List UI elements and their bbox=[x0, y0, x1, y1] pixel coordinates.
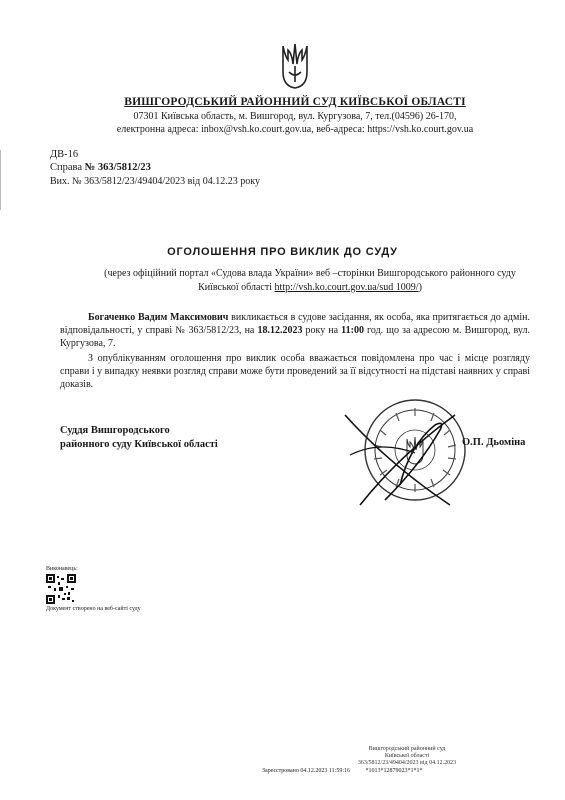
qr-code-icon bbox=[46, 574, 76, 604]
footer-court: Вишгородський районний суд bbox=[368, 746, 446, 752]
publication-note bbox=[90, 267, 530, 295]
judge-position-line2: районного суду Київської області bbox=[60, 439, 218, 450]
footer-region: Київської області bbox=[384, 753, 430, 759]
notice-paragraph: З опублікуванням оголошення про виклик особа вважається повідомлена про час і місце розгляду справи і у випадку неявки розгляд справи може бути проведений за її відсутності на підставі наявних у справі доказів. bbox=[60, 353, 530, 390]
case-label: Справа bbox=[50, 162, 83, 173]
court-contacts: електронна адреса: inbox@vsh.ko.court.gov.ua, веб-адреса: https://vsh.ko.court.gov.ua bbox=[116, 124, 474, 135]
court-address: 07301 Київська область, м. Вишгород, вул. Кургузова, 7, тел.(04596) 26-170, bbox=[133, 111, 457, 122]
case-reference bbox=[50, 162, 151, 173]
court-website-link[interactable]: http://vsh.ko.court.gov.ua/sud 1009/ bbox=[274, 282, 419, 293]
judge-position-line1: Суддя Вишгородського bbox=[60, 425, 170, 436]
summons-text-3: год. що за адресою м. Вишгород, вул. Кургузова, 7. bbox=[60, 325, 530, 349]
registration-time: Зареєстровано 04.12.2023 11:59:16 bbox=[262, 768, 351, 774]
form-code: ДВ-16 bbox=[50, 149, 79, 160]
registration-footer bbox=[262, 746, 552, 767]
qr-caption: Документ створено на веб-сайті суду bbox=[46, 606, 141, 612]
publication-close: ) bbox=[418, 282, 422, 293]
registration-barcode: *1013*12879023*1*1* bbox=[365, 768, 423, 774]
footer-number: 363/5812/23/49404/2023 від 04.12.2023 bbox=[357, 760, 457, 766]
court-name: ВИШГОРОДСЬКИЙ РАЙОННИЙ СУД КИЇВСЬКОЇ ОБЛАСТІ bbox=[124, 96, 466, 108]
summons-paragraph bbox=[60, 311, 530, 350]
case-number: № 363/5812/23 bbox=[84, 162, 151, 173]
summons-text-1: викликається в судове засідання, як особа, яка притягається до адмін. відповідальності, у справі № 363/5812/23, на bbox=[60, 312, 530, 336]
summons-text-2: року на bbox=[302, 325, 342, 336]
judge-position bbox=[60, 424, 218, 452]
outgoing-number: Вих. № 363/5812/23/49404/2023 від 04.12.23 року bbox=[50, 176, 260, 187]
hearing-date: 18.12.2023 bbox=[257, 325, 303, 336]
judge-signature bbox=[330, 395, 470, 525]
judge-name: О.П. Дьоміна bbox=[462, 437, 526, 448]
page-edge-mark bbox=[0, 150, 11, 210]
document-title: ОГОЛОШЕННЯ ПРО ВИКЛИК ДО СУДУ bbox=[167, 246, 398, 258]
hearing-time: 11:00 bbox=[341, 325, 364, 336]
summoned-person: Богаченко Вадим Максимович bbox=[88, 312, 229, 323]
publication-text: (через офіційний портал «Судова влада України» веб –сторінки Вишгородського районного суду Київської області bbox=[104, 268, 516, 293]
registration-stamp-line bbox=[262, 768, 552, 774]
coat-of-arms-icon bbox=[280, 42, 310, 90]
qr-label: Виконавець: bbox=[46, 566, 78, 572]
